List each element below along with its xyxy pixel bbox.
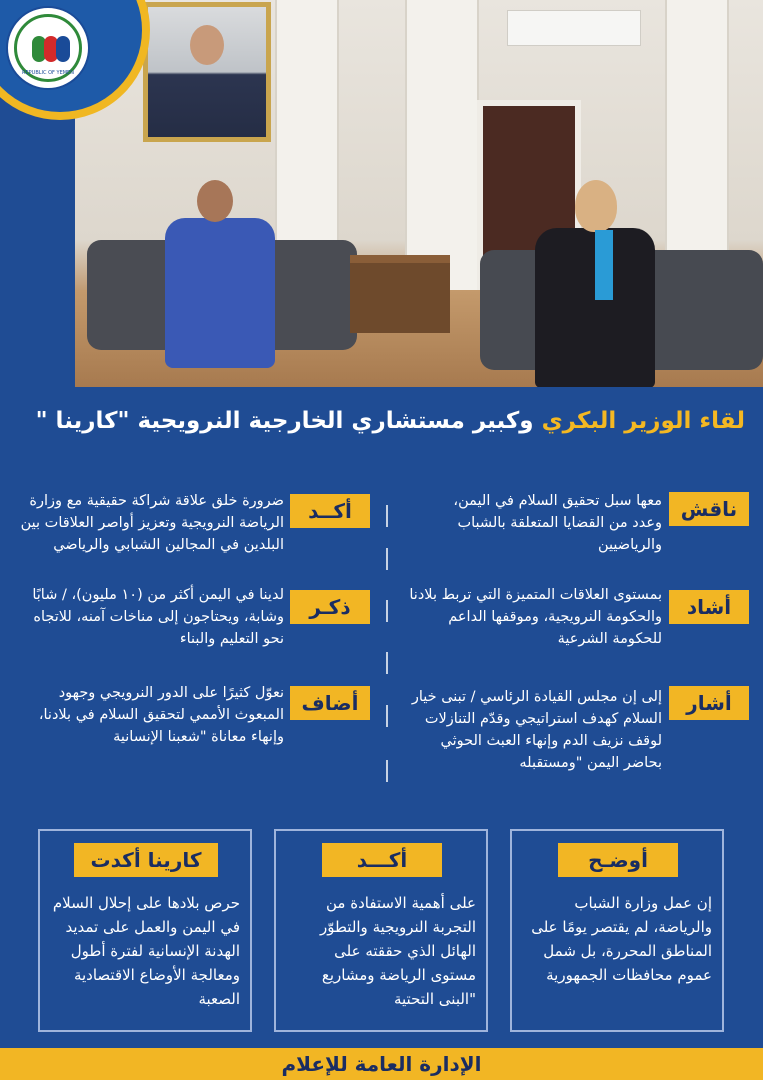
- text-praised: بمستوى العلاقات المتميزة التي تربط بلادنا والحكومة النرويجية، وموقفها الداعم للحكومة الشرعية: [409, 587, 662, 647]
- headline: [0, 408, 763, 434]
- box-tag: أكـــد: [322, 843, 442, 877]
- footer-bar: [0, 1048, 763, 1080]
- ministry-logo: [6, 6, 90, 90]
- box-karina: [38, 829, 252, 1032]
- tag-praised: أشاد: [669, 590, 749, 624]
- text-added: نعوّل كثيرًا على الدور النرويجي وجهود المبعوث الأممي لتحقيق السلام في بلادنا، وإنهاء معاناة "شعبنا الإنسانية: [38, 685, 284, 745]
- footer-text: الإدارة العامة للإعلام: [281, 1052, 482, 1076]
- box-emphasized: [274, 829, 488, 1032]
- meeting-photo: [75, 0, 763, 387]
- divider: [386, 705, 388, 727]
- box-tag: كارينا أكدت: [74, 843, 218, 877]
- text-mentioned: لدينا في اليمن أكثر من (١٠ مليون)، / شابًا وشابة، ويحتاجون إلى مناخات آمنه، للاتجاه نحو التعليم والبناء: [32, 587, 284, 647]
- divider: [386, 652, 388, 674]
- logo-caption: REPUBLIC OF YEMEN: [22, 70, 74, 76]
- advisor-figure: [515, 180, 655, 380]
- text-affirmed: ضرورة خلق علاقة شراكة حقيقية مع وزارة الرياضة النرويجية وتعزيز أواصر العلاقات بين البلدين في المجالين الشبابي والرياضي: [20, 493, 284, 553]
- tag-pointed: أشار: [669, 686, 749, 720]
- framed-portrait: [143, 2, 271, 142]
- headline-rest: وكبير مستشاري الخارجية النرويجية "كارينا ": [35, 408, 542, 434]
- divider: [386, 548, 388, 570]
- divider: [386, 505, 388, 527]
- tag-added: أضاف: [290, 686, 370, 720]
- headline-highlight: لقاء الوزير البكري: [541, 408, 745, 434]
- box-tag: أوضـح: [558, 843, 678, 877]
- box-text: حرص بلادها على إحلال السلام في اليمن والعمل على تمديد الهدنة الإنسانية لفترة أطول ومعالجة الأوضاع الاقتصادية الصعبة: [52, 894, 240, 1008]
- side-table: [350, 255, 450, 333]
- text-discussed: معها سبل تحقيق السلام في اليمن، وعدد من القضايا المتعلقة بالشباب والرياضيين: [453, 493, 662, 553]
- box-clarified: [510, 829, 724, 1032]
- box-text: إن عمل وزارة الشباب والرياضة، لم يقتصر يومًا على المناطق المحررة، بل شمل عموم محافظات الجمهورية: [531, 894, 712, 984]
- tag-mentioned: ذكـر: [290, 590, 370, 624]
- divider: [386, 760, 388, 782]
- divider: [386, 600, 388, 622]
- box-text: على أهمية الاستفادة من التجربة النرويجية والتطوّر الهائل الذي حققته على مستوى الرياضة ومشاريع "البنى التحتية: [320, 894, 476, 1008]
- air-conditioner: [507, 10, 641, 46]
- minister-figure: [155, 180, 285, 370]
- tag-discussed: ناقش: [669, 492, 749, 526]
- text-pointed: إلى إن مجلس القيادة الرئاسي / تبنى خيار السلام كهدف استراتيجي وقدّم التنازلات لوقف نزيف الدم وإنهاء العبث الحوثي بحاضر اليمن "ومستقبله: [411, 689, 662, 771]
- tag-affirmed: أكــد: [290, 494, 370, 528]
